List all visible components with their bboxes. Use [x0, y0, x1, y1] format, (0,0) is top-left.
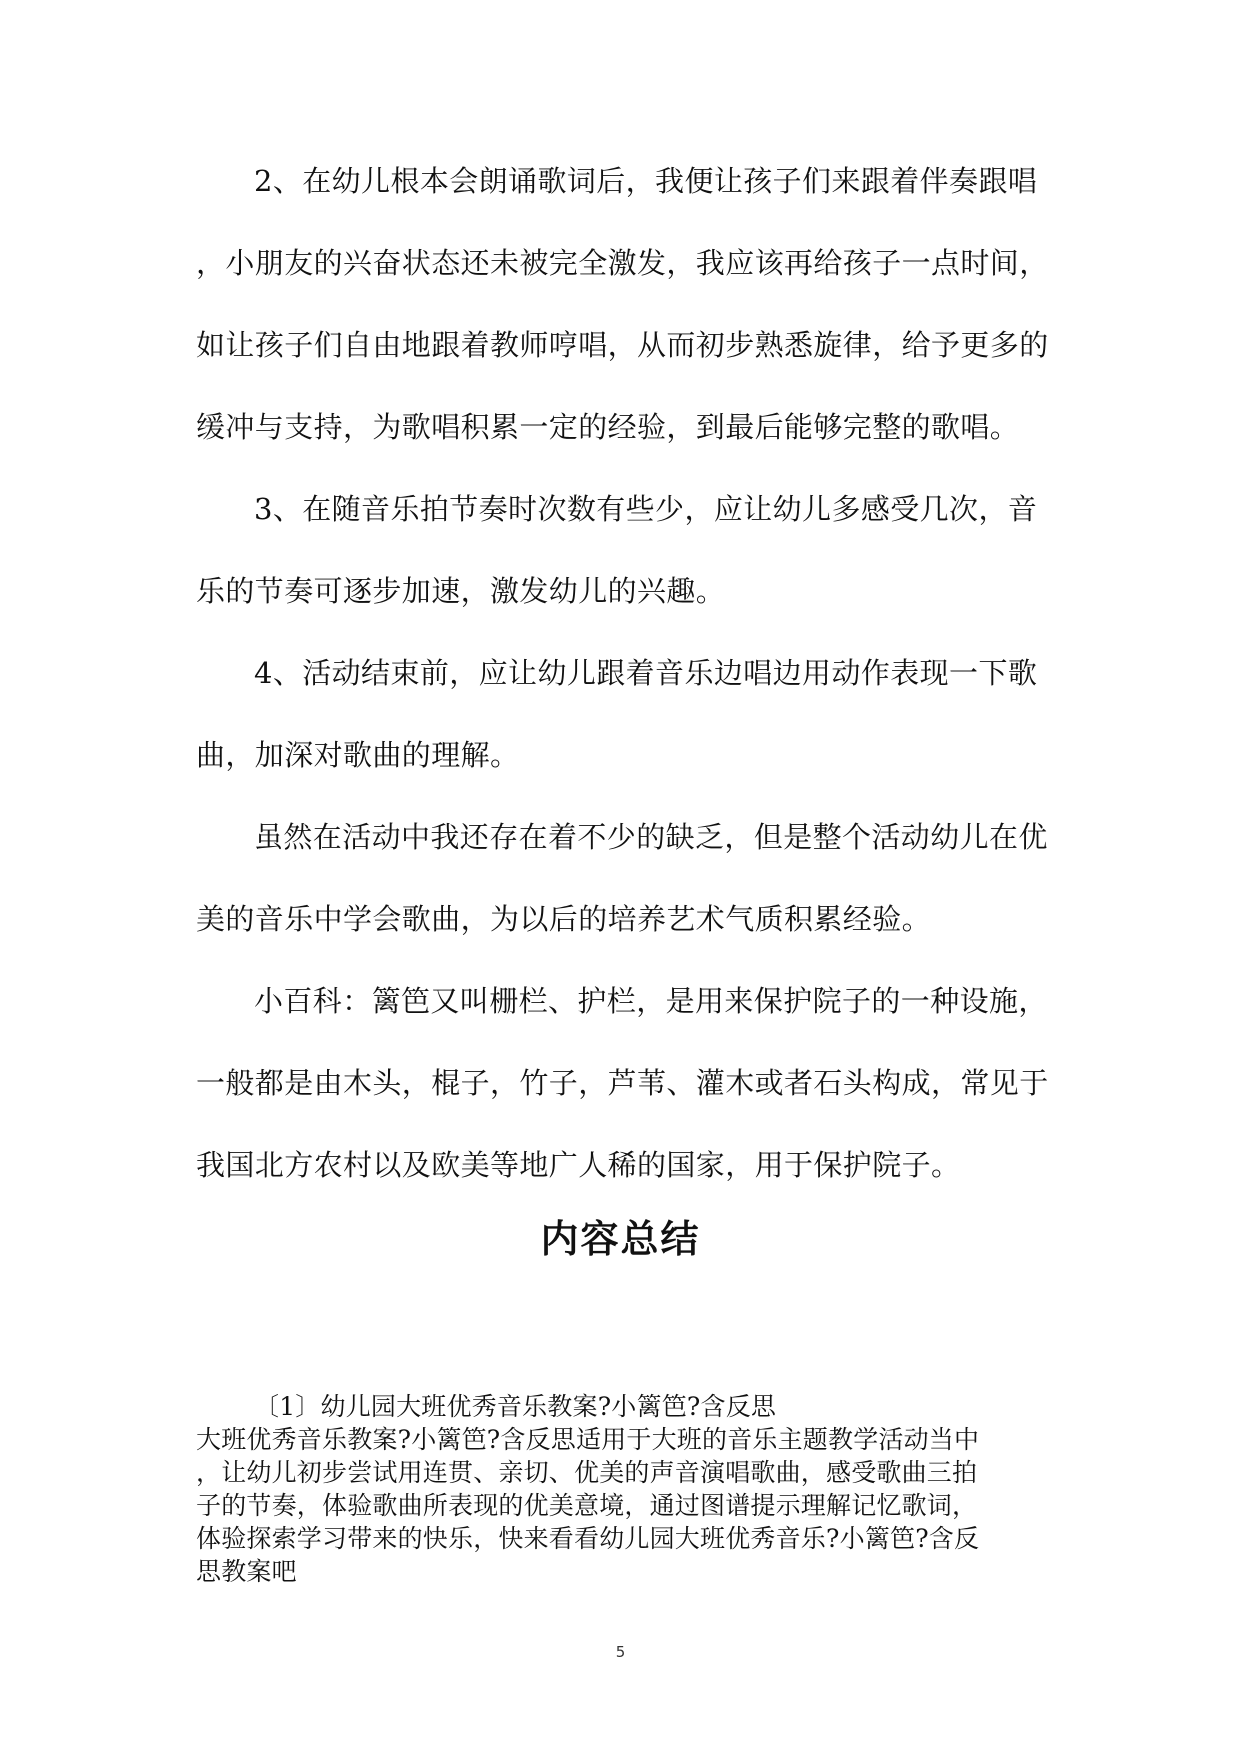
- text-line: 乐的节奏可逐步加速，激发幼儿的兴趣。: [196, 574, 726, 608]
- summary-line: ，让幼儿初步尝试用连贯、亲切、优美的声音演唱歌曲，感受歌曲三拍: [196, 1458, 978, 1487]
- summary-line: 体验探索学习带来的快乐，快来看看幼儿园大班优秀音乐?小篱笆?含反: [196, 1524, 980, 1553]
- text-line: 缓冲与支持，为歌唱积累一定的经验，到最后能够完整的歌唱。: [196, 410, 1020, 444]
- text-line: 3、在随音乐拍节奏时次数有些少，应让幼儿多感受几次，音: [254, 492, 1038, 526]
- summary-line: 〔1〕幼儿园大班优秀音乐教案?小篱笆?含反思: [254, 1392, 777, 1421]
- text-line: 小百科：篱笆又叫栅栏、护栏，是用来保护院子的一种设施，: [254, 984, 1048, 1018]
- text-line: ，小朋友的兴奋状态还未被完全激发，我应该再给孩子一点时间，: [196, 246, 1049, 280]
- paragraph-conclusion: [196, 796, 1046, 960]
- text-line: 4、活动结束前，应让幼儿跟着音乐边唱边用动作表现一下歌: [254, 656, 1038, 690]
- text-line: 如让孩子们自由地跟着教师哼唱，从而初步熟悉旋律，给予更多的: [196, 328, 1049, 362]
- paragraph-reflection-3: [196, 468, 1046, 632]
- summary-heading: 内容总结: [540, 1217, 701, 1261]
- text-line: 一般都是由木头，棍子，竹子，芦苇、灌木或者石头构成，常见于: [196, 1066, 1049, 1100]
- page-number: 5: [615, 1643, 626, 1661]
- paragraph-reflection-4: [196, 632, 1046, 796]
- text-line: 美的音乐中学会歌曲，为以后的培养艺术气质积累经验。: [196, 902, 932, 936]
- summary-block: [196, 1390, 1056, 1588]
- summary-line: 子的节奏，体验歌曲所表现的优美意境，通过图谱提示理解记忆歌词，: [196, 1491, 978, 1520]
- summary-line: 思教案吧: [196, 1557, 297, 1586]
- text-line: 曲，加深对歌曲的理解。: [196, 738, 520, 772]
- text-line: 我国北方农村以及欧美等地广人稀的国家，用于保护院子。: [196, 1148, 961, 1182]
- paragraph-encyclopedia: [196, 960, 1049, 1206]
- summary-line: 大班优秀音乐教案?小篱笆?含反思适用于大班的音乐主题教学活动当中: [196, 1425, 980, 1454]
- text-line: 2、在幼儿根本会朗诵歌词后，我便让孩子们来跟着伴奏跟唱: [254, 164, 1038, 198]
- paragraph-reflection-2: [196, 140, 1049, 468]
- text-line: 虽然在活动中我还存在着不少的缺乏，但是整个活动幼儿在优: [254, 820, 1048, 854]
- body-text: [196, 140, 1049, 1206]
